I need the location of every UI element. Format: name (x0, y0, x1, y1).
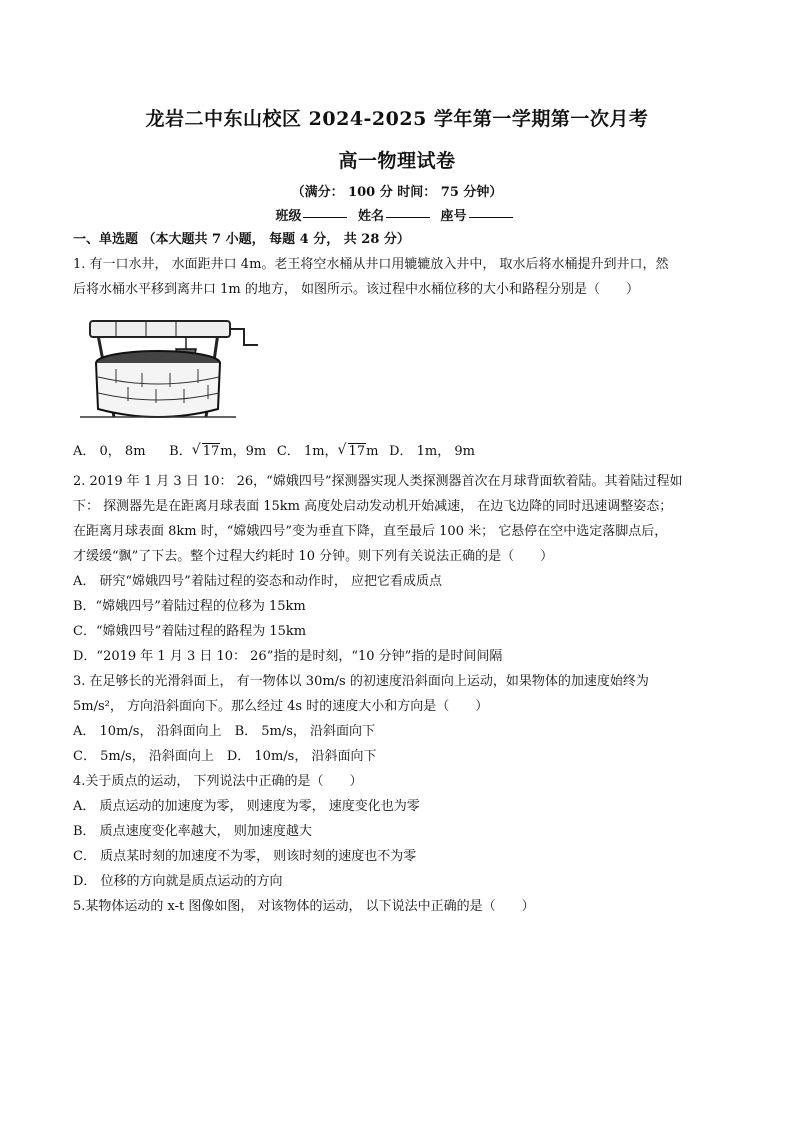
q3-text-line: 5m/s²， 方向沿斜面向下。那么经过 4s 时的速度大小和方向是（ ） (73, 699, 489, 714)
q2-text-line: 才缓缓“飘”了下去。整个过程大约耗时 10 分钟。则下列有关说法正确的是（ ） (73, 549, 554, 564)
q4-option-b: B． 质点速度变化率越大， 则加速度越大 (73, 824, 312, 839)
q2-option-d: D．“2019 年 1 月 3 日 10： 26”指的是时刻，“10 分钟”指的是时间间隔 (73, 649, 503, 664)
q1-text-line: 1. 有一口水井， 水面距井口 4m。老王将空水桶从井口用辘辘放入井中， 取水后将水桶提升到井口，然 (73, 257, 669, 272)
q4-option-c: C． 质点某时刻的加速度不为零， 则该时刻的速度也不为零 (73, 849, 417, 864)
exam-info: （满分： 100 分 时间： 75 分钟） (291, 185, 503, 200)
q2-option-b: B．“嫦娥四号”着陆过程的位移为 15km (73, 599, 306, 614)
seat-field-label: 座号 (440, 209, 467, 224)
q3-options-cd: C． 5m/s， 沿斜面向上 D． 10m/s， 沿斜面向下 (73, 749, 377, 764)
name-field-blank (386, 217, 430, 218)
section-heading: 一、单选题 （本大题共 7 小题， 每题 4 分， 共 28 分） (73, 232, 410, 247)
q5-text-line: 5.某物体运动的 x-t 图像如图， 对该物体的运动， 以下说法中正确的是（ ） (73, 899, 535, 914)
q3-options-ab: A． 10m/s， 沿斜面向上 B． 5m/s， 沿斜面向下 (73, 724, 376, 739)
seat-field-blank (469, 217, 513, 218)
q1-option-a: A． 0， 8m (73, 444, 146, 459)
q1-option-c: C． 1m， √ 17m (276, 442, 379, 459)
q3-text-line: 3. 在足够长的光滑斜面上， 有一物体以 30m/s 的初速度沿斜面向上运动，如果物体的加速度始终为 (73, 674, 649, 689)
student-fields (0, 205, 794, 224)
q4-option-a: A． 质点运动的加速度为零， 则速度为零， 速度变化也为零 (73, 799, 420, 814)
sqrt-symbol: √ 17 (191, 442, 220, 459)
q2-text-line: 在距离月球表面 8km 时，“嫦娥四号”变为垂直下降，直至最后 100 米； 它悬停在空中选定落脚点后， (73, 524, 668, 539)
q1-option-d: D． 1m， 9m (389, 444, 475, 459)
q2-text-line: 2. 2019 年 1 月 3 日 10： 26，“嫦娥四号”探测器实现人类探测器首次在月球背面软着陆。其着陆过程如 (73, 474, 683, 489)
q1-text-line: 后将水桶水平移到离井口 1m 的地方， 如图所示。该过程中水桶位移的大小和路程分别是（ ） (73, 282, 639, 297)
name-field-label: 姓名 (357, 209, 384, 224)
exam-title: 龙岩二中东山校区 2024-2025 学年第一学期第一次月考 (145, 108, 649, 130)
class-field-label: 班级 (275, 209, 302, 224)
q1-options (73, 443, 475, 460)
q4-option-d: D． 位移的方向就是质点运动的方向 (73, 874, 283, 889)
q4-text-line: 4.关于质点的运动， 下列说法中正确的是（ ） (73, 774, 363, 789)
class-field-blank (303, 217, 347, 218)
q1-option-b: B． √ 17m，9m (169, 442, 267, 459)
q2-option-a: A． 研究“嫦娥四号”着陆过程的姿态和动作时， 应把它看成质点 (73, 574, 442, 589)
q2-option-c: C．“嫦娥四号”着陆过程的路程为 15km (73, 624, 307, 639)
q2-text-line: 下： 探测器先是在距离月球表面 15km 高度处启动发动机开始减速， 在边飞边降的同时迅速调整姿态； (73, 499, 673, 514)
sqrt-symbol: √ 17 (337, 442, 366, 459)
well-illustration (76, 313, 261, 423)
exam-subtitle: 高一物理试卷 (338, 150, 456, 172)
